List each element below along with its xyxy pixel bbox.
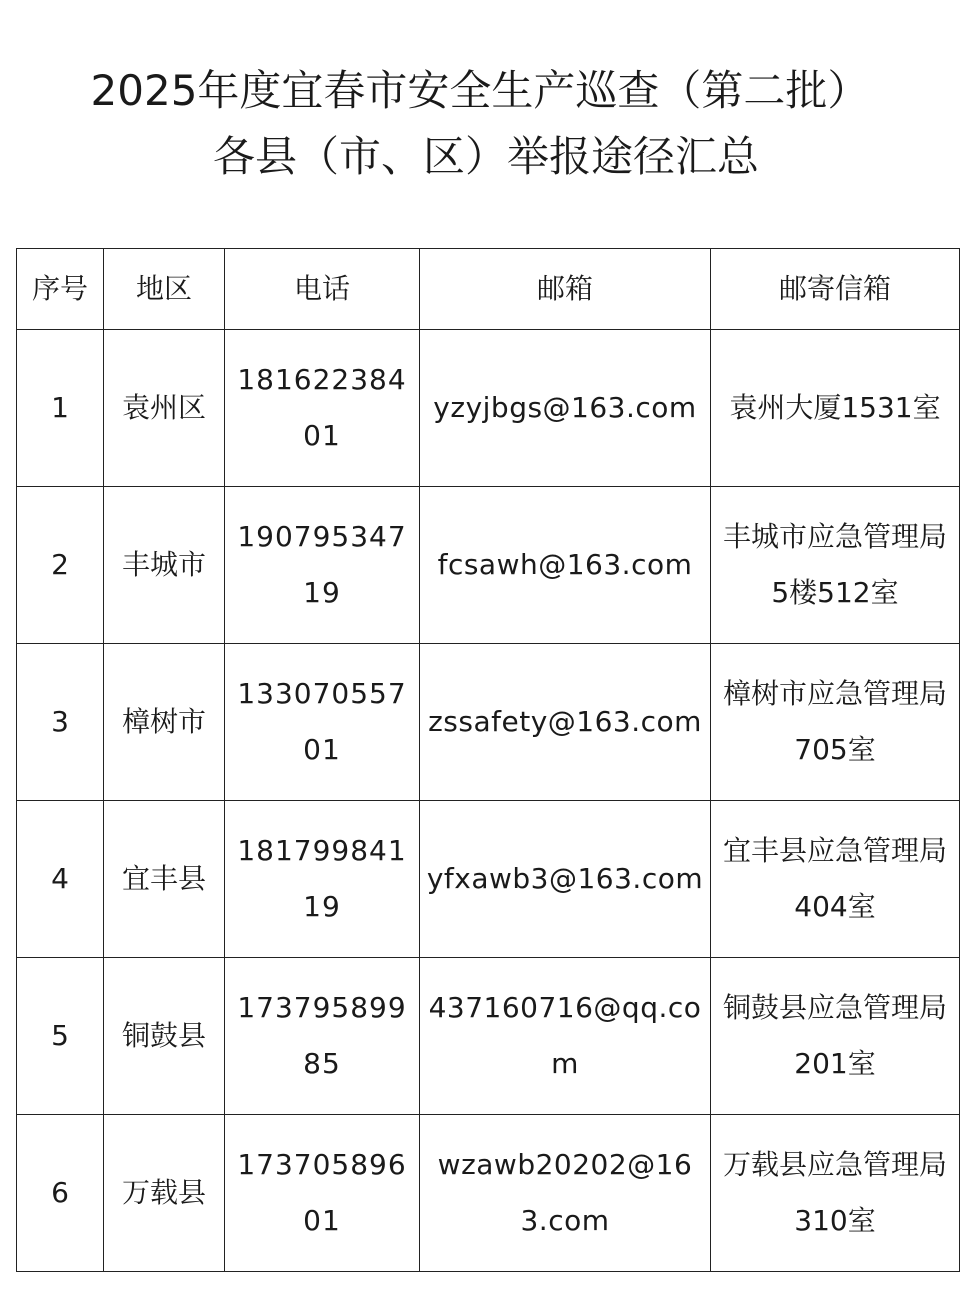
- header-area: 地区: [104, 249, 225, 330]
- cell-email: zssafety@163.com: [420, 644, 711, 801]
- cell-seq: 5: [17, 958, 104, 1115]
- table-row: [17, 958, 960, 1115]
- cell-area: 铜鼓县: [104, 958, 225, 1115]
- cell-phone: 19079534719: [225, 487, 420, 644]
- cell-area: 万载县: [104, 1115, 225, 1272]
- cell-email: wzawb20202@163.com: [420, 1115, 711, 1272]
- cell-mail-box: 丰城市应急管理局5楼512室: [711, 487, 960, 644]
- header-seq: 序号: [17, 249, 104, 330]
- cell-phone: 18162238401: [225, 330, 420, 487]
- cell-area: 袁州区: [104, 330, 225, 487]
- cell-area: 宜丰县: [104, 801, 225, 958]
- cell-phone: 18179984119: [225, 801, 420, 958]
- cell-seq: 6: [17, 1115, 104, 1272]
- cell-seq: 1: [17, 330, 104, 487]
- cell-email: fcsawh@163.com: [420, 487, 711, 644]
- header-mail-box: 邮寄信箱: [711, 249, 960, 330]
- cell-email: 437160716@qq.com: [420, 958, 711, 1115]
- document-title: [0, 58, 972, 190]
- cell-area: 丰城市: [104, 487, 225, 644]
- table-row: [17, 644, 960, 801]
- cell-seq: 3: [17, 644, 104, 801]
- title-line-2: 各县（市、区）举报途径汇总: [212, 132, 759, 181]
- header-phone: 电话: [225, 249, 420, 330]
- cell-seq: 4: [17, 801, 104, 958]
- cell-area: 樟树市: [104, 644, 225, 801]
- cell-mail-box: 铜鼓县应急管理局201室: [711, 958, 960, 1115]
- table-row: [17, 801, 960, 958]
- cell-seq: 2: [17, 487, 104, 644]
- cell-mail-box: 袁州大厦1531室: [711, 330, 960, 487]
- table-row: [17, 487, 960, 644]
- cell-mail-box: 宜丰县应急管理局404室: [711, 801, 960, 958]
- table-row: [17, 1115, 960, 1272]
- cell-phone: 17379589985: [225, 958, 420, 1115]
- cell-mail-box: 万载县应急管理局310室: [711, 1115, 960, 1272]
- cell-phone: 13307055701: [225, 644, 420, 801]
- table-header-row: [17, 249, 960, 330]
- cell-email: yfxawb3@163.com: [420, 801, 711, 958]
- cell-phone: 17370589601: [225, 1115, 420, 1272]
- header-email: 邮箱: [420, 249, 711, 330]
- title-line-1: 2025年度宜春市安全生产巡查（第二批）: [90, 66, 870, 115]
- cell-email: yzyjbgs@163.com: [420, 330, 711, 487]
- table-row: [17, 330, 960, 487]
- cell-mail-box: 樟树市应急管理局705室: [711, 644, 960, 801]
- reporting-channels-table: [16, 248, 960, 1272]
